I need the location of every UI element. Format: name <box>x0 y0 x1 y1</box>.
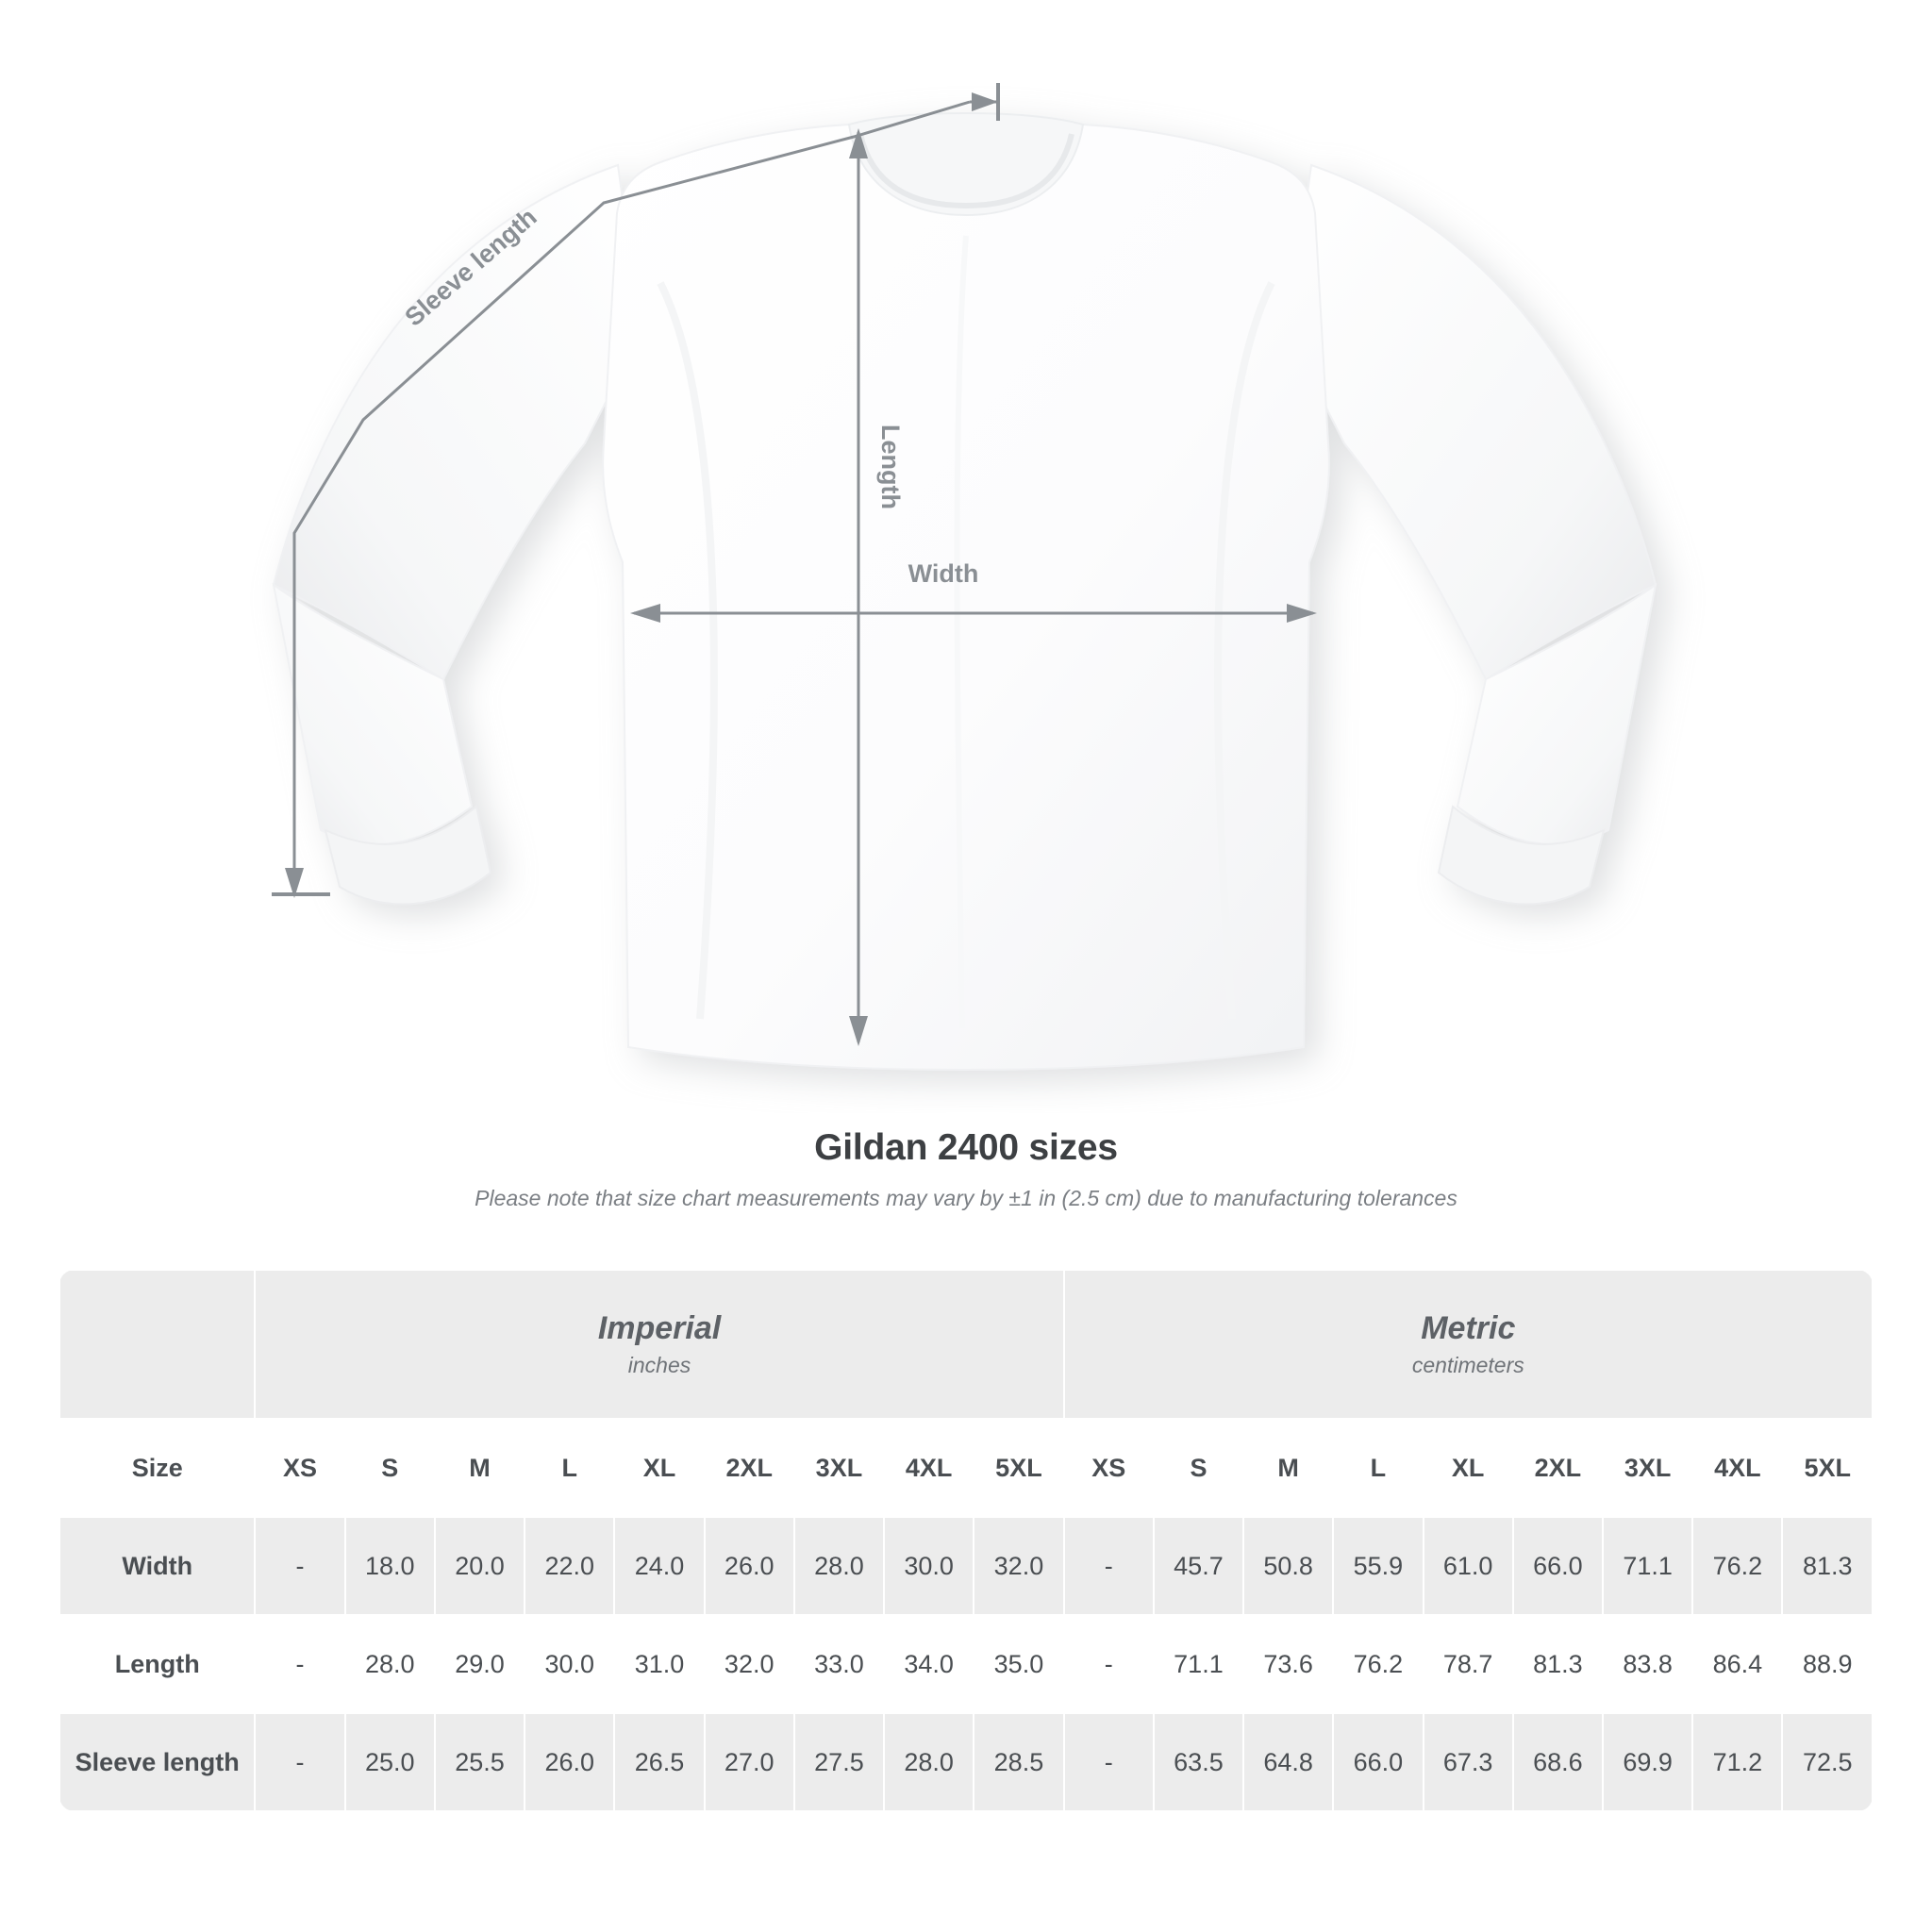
measurement-value: 29.0 <box>435 1615 525 1713</box>
unit-group-metric <box>1064 1270 1873 1419</box>
measurement-value: 18.0 <box>345 1517 435 1615</box>
measurement-value: 81.3 <box>1782 1517 1873 1615</box>
size-header-cell: 4XL <box>1692 1419 1782 1517</box>
measurement-value: 63.5 <box>1154 1713 1243 1811</box>
measurement-value: 67.3 <box>1424 1713 1513 1811</box>
label-sleeve-length: Sleeve length <box>399 202 542 332</box>
size-header-cell: 2XL <box>705 1419 794 1517</box>
size-header-cell: 4XL <box>884 1419 974 1517</box>
page-title: Gildan 2400 sizes <box>814 1127 1118 1168</box>
measurement-label: Width <box>59 1517 255 1615</box>
measurement-value: - <box>255 1713 344 1811</box>
size-header-cell: 2XL <box>1513 1419 1603 1517</box>
measurement-label: Length <box>59 1615 255 1713</box>
measurement-value: 26.5 <box>614 1713 704 1811</box>
size-table-wrap <box>58 1269 1874 1812</box>
table-row <box>59 1517 1873 1615</box>
measurement-value: 35.0 <box>974 1615 1063 1713</box>
unit-group-sub: inches <box>627 1353 691 1378</box>
measurement-value: 45.7 <box>1154 1517 1243 1615</box>
measurement-value: 26.0 <box>705 1517 794 1615</box>
measurement-value: 28.0 <box>884 1713 974 1811</box>
measurement-value: 88.9 <box>1782 1615 1873 1713</box>
measurement-value: 24.0 <box>614 1517 704 1615</box>
size-header-cell: M <box>435 1419 525 1517</box>
size-header-cell: S <box>1154 1419 1243 1517</box>
unit-group-name: Metric <box>1421 1309 1516 1346</box>
measurement-value: 22.0 <box>525 1517 614 1615</box>
measurement-value: 27.5 <box>794 1713 884 1811</box>
size-header-cell: 5XL <box>1782 1419 1873 1517</box>
measurement-label: Sleeve length <box>59 1713 255 1811</box>
measurement-value: 34.0 <box>884 1615 974 1713</box>
measurement-value: 66.0 <box>1513 1517 1603 1615</box>
measurement-value: 30.0 <box>525 1615 614 1713</box>
measurement-value: - <box>1064 1517 1154 1615</box>
measurement-value: - <box>255 1615 344 1713</box>
measurement-value: 64.8 <box>1243 1713 1333 1811</box>
size-header-cell: XS <box>1064 1419 1154 1517</box>
unit-header-spacer <box>59 1270 255 1419</box>
measurement-value: 71.1 <box>1154 1615 1243 1713</box>
measurement-value: 25.5 <box>435 1713 525 1811</box>
unit-group-sub: centimeters <box>1411 1353 1524 1378</box>
measurement-value: 86.4 <box>1692 1615 1782 1713</box>
measurement-value: 76.2 <box>1692 1517 1782 1615</box>
measurement-value: 33.0 <box>794 1615 884 1713</box>
table-row <box>59 1713 1873 1811</box>
unit-group-name: Imperial <box>597 1309 722 1346</box>
measurement-value: 28.5 <box>974 1713 1063 1811</box>
size-header-cell: 3XL <box>1603 1419 1692 1517</box>
label-length: Length <box>876 425 905 509</box>
measurement-value: 69.9 <box>1603 1713 1692 1811</box>
measurement-value: 26.0 <box>525 1713 614 1811</box>
unit-header-row <box>59 1270 1873 1419</box>
size-header-cell: L <box>1333 1419 1423 1517</box>
measurement-value: 27.0 <box>705 1713 794 1811</box>
measurement-value: 73.6 <box>1243 1615 1333 1713</box>
table-row <box>59 1615 1873 1713</box>
measurement-value: 20.0 <box>435 1517 525 1615</box>
measurement-value: 83.8 <box>1603 1615 1692 1713</box>
measurement-value: 78.7 <box>1424 1615 1513 1713</box>
size-header-cell: L <box>525 1419 614 1517</box>
measurement-value: 32.0 <box>974 1517 1063 1615</box>
measurement-value: 28.0 <box>345 1615 435 1713</box>
tolerance-note: Please note that size chart measurements may vary by ±1 in (2.5 cm) due to manufacturing tolerances <box>475 1186 1457 1210</box>
size-header-cell: XL <box>614 1419 704 1517</box>
measurement-value: 31.0 <box>614 1615 704 1713</box>
measurement-value: 61.0 <box>1424 1517 1513 1615</box>
measurement-value: - <box>255 1517 344 1615</box>
measurement-value: 25.0 <box>345 1713 435 1811</box>
measurement-value: 55.9 <box>1333 1517 1423 1615</box>
label-width: Width <box>908 559 979 588</box>
measurement-value: 28.0 <box>794 1517 884 1615</box>
measurement-value: 30.0 <box>884 1517 974 1615</box>
size-header-row <box>59 1419 1873 1517</box>
measurement-value: - <box>1064 1713 1154 1811</box>
measurement-value: 76.2 <box>1333 1615 1423 1713</box>
size-header-cell: 5XL <box>974 1419 1063 1517</box>
measurement-value: - <box>1064 1615 1154 1713</box>
measurement-value: 32.0 <box>705 1615 794 1713</box>
size-label-cell: Size <box>59 1419 255 1517</box>
size-header-cell: 3XL <box>794 1419 884 1517</box>
size-table <box>58 1269 1874 1812</box>
size-header-cell: XL <box>1424 1419 1513 1517</box>
title-block <box>0 1127 1932 1211</box>
size-header-cell: XS <box>255 1419 344 1517</box>
unit-group-imperial <box>255 1270 1063 1419</box>
measurement-value: 68.6 <box>1513 1713 1603 1811</box>
measurement-value: 66.0 <box>1333 1713 1423 1811</box>
measurement-value: 72.5 <box>1782 1713 1873 1811</box>
size-header-cell: M <box>1243 1419 1333 1517</box>
size-header-cell: S <box>345 1419 435 1517</box>
measurement-value: 71.2 <box>1692 1713 1782 1811</box>
measurement-value: 81.3 <box>1513 1615 1603 1713</box>
measurement-value: 50.8 <box>1243 1517 1333 1615</box>
measurement-value: 71.1 <box>1603 1517 1692 1615</box>
